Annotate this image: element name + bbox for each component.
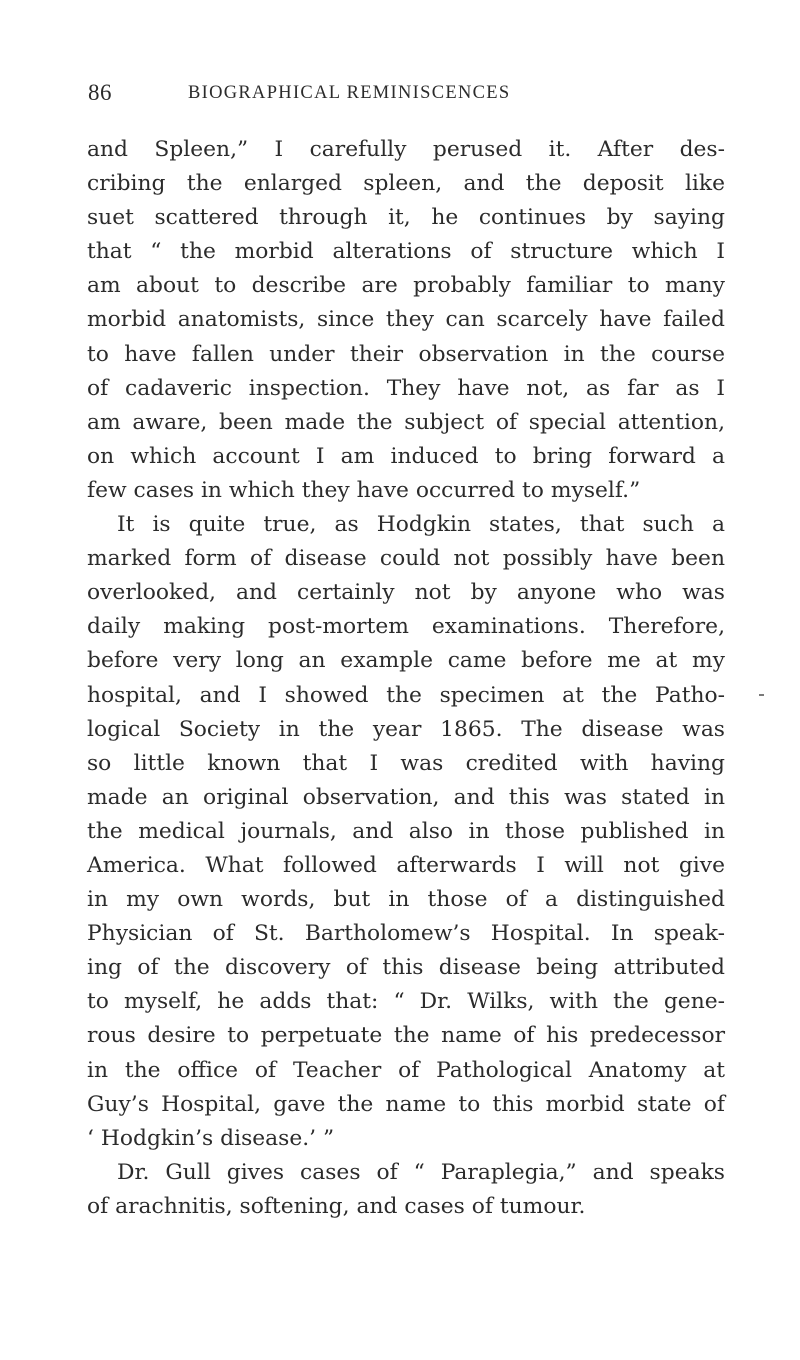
- margin-mark: [759, 694, 764, 696]
- text-line: before very long an example came before me at my: [87, 648, 725, 674]
- text-line: am about to describe are probably familiar to many: [87, 273, 725, 299]
- text-line: cribing the enlarged spleen, and the deposit like: [87, 171, 725, 197]
- text-line: morbid anatomists, since they can scarcely have failed: [87, 307, 725, 333]
- text-line: logical Society in the year 1865. The disease was: [87, 716, 725, 742]
- running-title: BIOGRAPHICAL REMINISCENCES: [188, 83, 511, 103]
- text-line: to have fallen under their observation in the course: [87, 341, 725, 367]
- text-line: on which account I am induced to bring forward a: [87, 443, 725, 469]
- text-line: in the office of Teacher of Pathological Anatomy at: [87, 1057, 725, 1083]
- text-line: that “ the morbid alterations of structure which I: [87, 239, 725, 265]
- page-number: 86: [88, 80, 112, 105]
- text-line: to myself, he adds that: “ Dr. Wilks, with the gene-: [87, 989, 725, 1015]
- text-line: Dr. Gull gives cases of “ Paraplegia,” and speaks: [117, 1159, 725, 1185]
- text-line: of arachnitis, softening, and cases of tumour.: [87, 1193, 586, 1219]
- text-line: made an original observation, and this was stated in: [87, 784, 725, 810]
- text-line: and Spleen,” I carefully perused it. After des-: [87, 137, 725, 162]
- text-line: America. What followed afterwards I will not give: [87, 852, 725, 878]
- text-line: overlooked, and certainly not by anyone who was: [87, 580, 725, 606]
- text-line: suet scattered through it, he continues by saying: [87, 205, 725, 231]
- text-line: hospital, and I showed the specimen at the Patho-: [87, 682, 725, 708]
- text-line: Guy’s Hospital, gave the name to this morbid state of: [87, 1091, 725, 1117]
- text-line: rous desire to perpetuate the name of his predecessor: [87, 1023, 725, 1049]
- text-line: Physician of St. Bartholomew’s Hospital. In speak-: [87, 921, 725, 947]
- running-head: [88, 80, 728, 110]
- text-line: the medical journals, and also in those published in: [87, 818, 725, 844]
- body-text: [87, 133, 725, 1224]
- text-line: so little known that I was credited with having: [87, 750, 725, 776]
- text-line: ing of the discovery of this disease being attributed: [87, 955, 725, 981]
- text-line: am aware, been made the subject of special attention,: [87, 409, 725, 435]
- text-line: in my own words, but in those of a distinguished: [87, 887, 725, 913]
- text-line: marked form of disease could not possibly have been: [87, 546, 725, 572]
- text-line: ‘ Hodgkin’s disease.’ ”: [87, 1125, 335, 1151]
- text-line: daily making post-mortem examinations. Therefore,: [87, 614, 725, 640]
- text-line: few cases in which they have occurred to myself.”: [87, 477, 641, 503]
- text-line: of cadaveric inspection. They have not, as far as I: [87, 375, 725, 401]
- text-line: It is quite true, as Hodgkin states, that such a: [117, 512, 725, 538]
